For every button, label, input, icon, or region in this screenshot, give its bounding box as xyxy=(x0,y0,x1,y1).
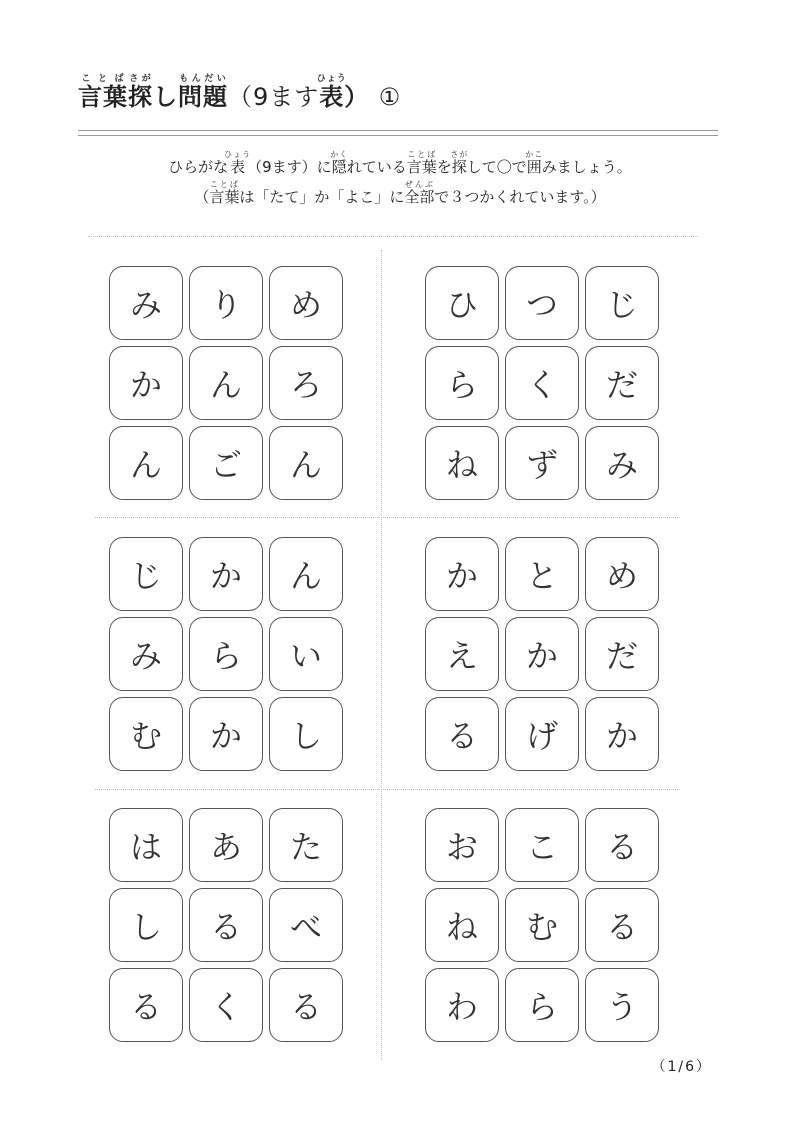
grid-cell[interactable]: わ xyxy=(425,968,499,1042)
grid-cell[interactable]: ず xyxy=(505,426,579,500)
puzzle-grid xyxy=(425,537,659,771)
grid-cell[interactable]: か xyxy=(109,346,183,420)
grid-cell[interactable]: め xyxy=(585,537,659,611)
grid-cell[interactable]: た xyxy=(269,808,343,882)
grid-cell[interactable]: む xyxy=(505,888,579,962)
grid-cell[interactable]: ら xyxy=(425,346,499,420)
title-rule-bottom xyxy=(78,135,718,136)
title-rule-top xyxy=(78,130,718,131)
grid-cell[interactable]: ろ xyxy=(269,346,343,420)
grid-cell[interactable]: べ xyxy=(269,888,343,962)
grid-cell[interactable]: め xyxy=(269,266,343,340)
grid-cell[interactable]: ひ xyxy=(425,266,499,340)
grid-cell[interactable]: だ xyxy=(585,617,659,691)
grid-cell[interactable]: ん xyxy=(269,426,343,500)
grid-cell[interactable]: る xyxy=(269,968,343,1042)
grid-cell[interactable]: げ xyxy=(505,697,579,771)
grid-cell[interactable]: し xyxy=(269,697,343,771)
grid-cell[interactable]: だ xyxy=(585,346,659,420)
divider-row-2 xyxy=(95,789,680,790)
grid-cell[interactable]: る xyxy=(585,888,659,962)
grid-cell[interactable]: り xyxy=(189,266,263,340)
grid-cell[interactable]: い xyxy=(269,617,343,691)
grid-cell[interactable]: る xyxy=(425,697,499,771)
grid-cell[interactable]: ん xyxy=(189,346,263,420)
grid-cell[interactable]: く xyxy=(189,968,263,1042)
grid-cell[interactable]: む xyxy=(109,697,183,771)
page-title: 言葉ことば探さがし問題もんだい（9ます表ひょう） ① xyxy=(78,74,402,111)
instructions xyxy=(70,150,730,209)
grid-cell[interactable]: み xyxy=(109,266,183,340)
puzzle-grid xyxy=(425,808,659,1042)
grid-cell[interactable]: じ xyxy=(109,537,183,611)
grid-cell[interactable]: ね xyxy=(425,426,499,500)
grid-cell[interactable]: か xyxy=(189,697,263,771)
grid-cell[interactable]: る xyxy=(585,808,659,882)
grid-cell[interactable]: か xyxy=(505,617,579,691)
grid-cell[interactable]: し xyxy=(109,888,183,962)
divider-vertical xyxy=(381,250,382,1060)
grid-cell[interactable]: く xyxy=(505,346,579,420)
grid-cell[interactable]: え xyxy=(425,617,499,691)
grid-cell[interactable]: と xyxy=(505,537,579,611)
grid-cell[interactable]: ね xyxy=(425,888,499,962)
grid-cell[interactable]: は xyxy=(109,808,183,882)
instruction-line-2: （言葉ことばは「たて」か「よこ」に全部ぜんぶで３つかくれています。） xyxy=(194,179,606,206)
puzzle-grid xyxy=(109,537,343,771)
grid-cell[interactable]: じ xyxy=(585,266,659,340)
puzzle-grid xyxy=(109,808,343,1042)
divider-top xyxy=(88,236,698,237)
grid-cell[interactable]: つ xyxy=(505,266,579,340)
grid-cell[interactable]: る xyxy=(109,968,183,1042)
grid-cell[interactable]: る xyxy=(189,888,263,962)
grid-cell[interactable]: か xyxy=(189,537,263,611)
grid-cell[interactable]: か xyxy=(585,697,659,771)
instruction-line-1: ひらがな表ひょう（9ます）に隠かくれている言葉ことばを探さがして〇で囲かこみましょう。 xyxy=(168,150,632,176)
grid-cell[interactable]: ん xyxy=(109,426,183,500)
grid-cell[interactable]: う xyxy=(585,968,659,1042)
grid-cell[interactable]: み xyxy=(585,426,659,500)
grid-cell[interactable]: あ xyxy=(189,808,263,882)
grid-cell[interactable]: み xyxy=(109,617,183,691)
grid-cell[interactable]: お xyxy=(425,808,499,882)
page-number: （1/6） xyxy=(651,1059,712,1075)
puzzle-grid xyxy=(109,266,343,500)
grid-cell[interactable]: こ xyxy=(505,808,579,882)
divider-row-1 xyxy=(95,517,680,518)
grid-cell[interactable]: ら xyxy=(189,617,263,691)
grid-cell[interactable]: ら xyxy=(505,968,579,1042)
grid-cell[interactable]: ご xyxy=(189,426,263,500)
grid-cell[interactable]: か xyxy=(425,537,499,611)
grid-cell[interactable]: ん xyxy=(269,537,343,611)
worksheet-number: ① xyxy=(378,83,402,111)
puzzle-grid xyxy=(425,266,659,500)
